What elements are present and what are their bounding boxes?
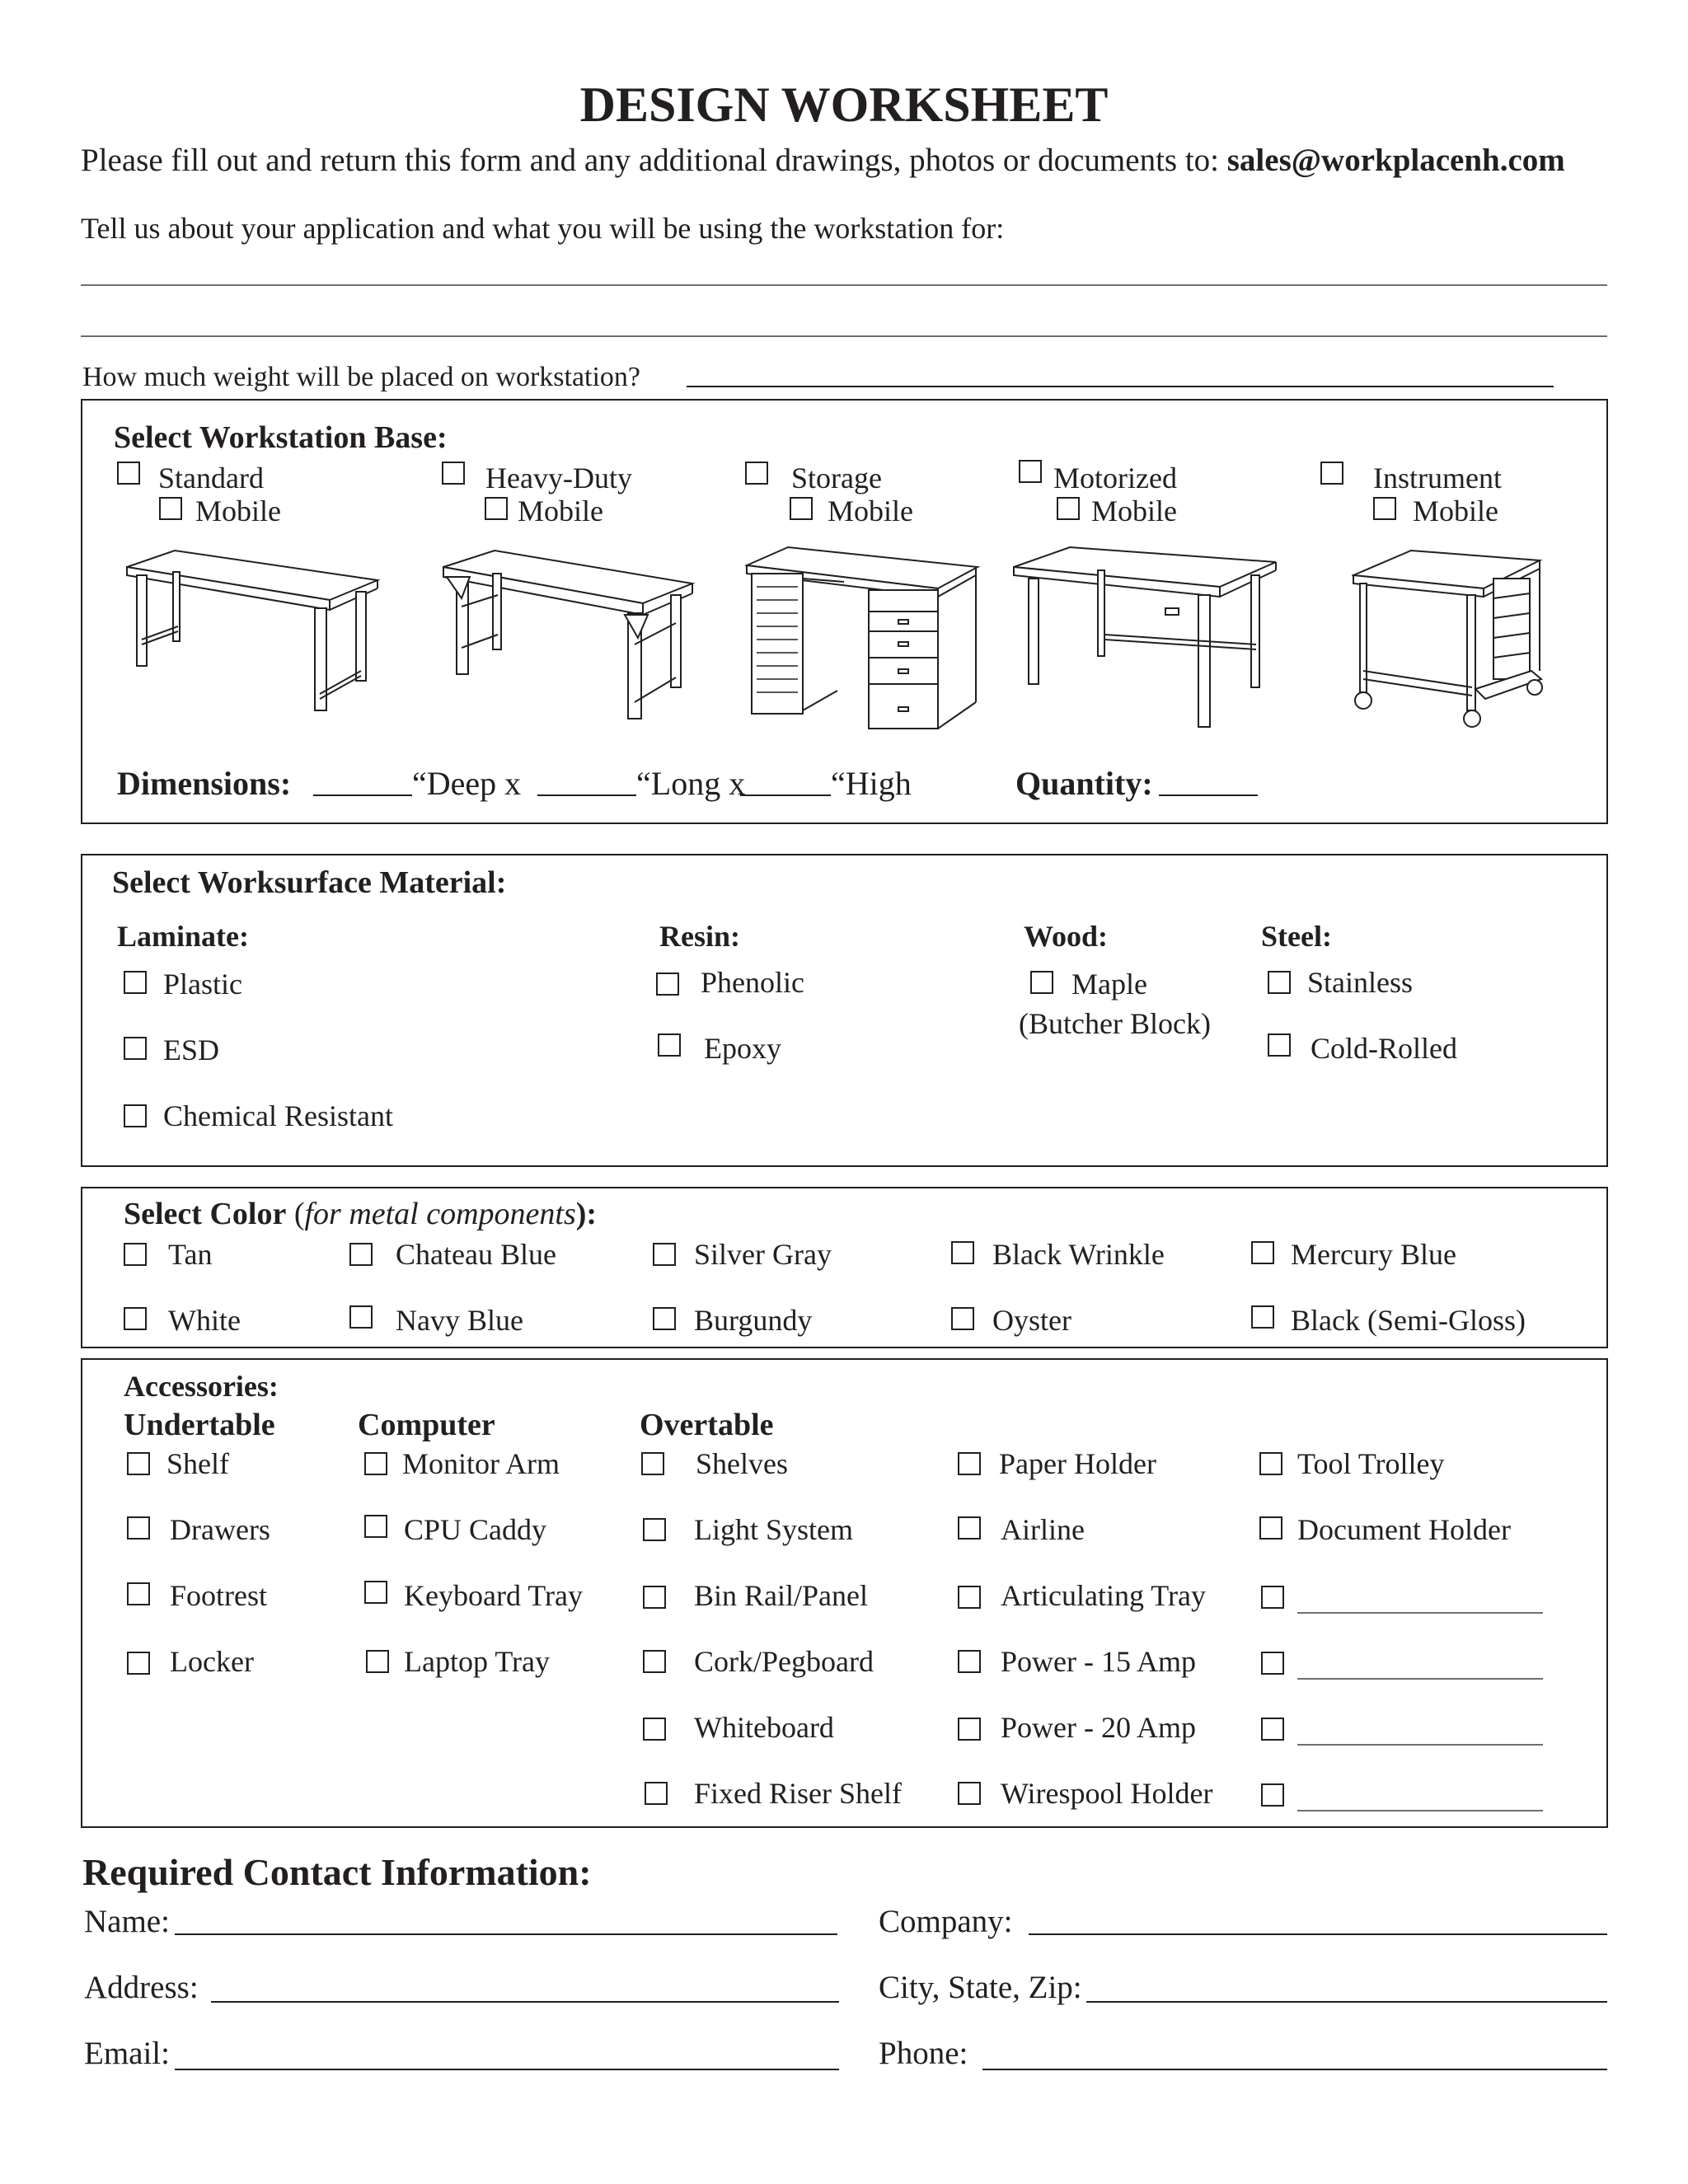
phenolic-label: Phenolic [701,966,804,999]
accessories-heading: Accessories: [124,1370,279,1403]
color-navy-blue-label: Navy Blue [396,1304,523,1337]
whiteboard-checkbox[interactable] [643,1718,666,1741]
power-15-amp-checkbox[interactable] [958,1650,981,1673]
drawers-checkbox[interactable] [127,1516,150,1540]
color-oyster-label: Oyster [992,1304,1071,1337]
wirespool-holder-label: Wirespool Holder [1001,1777,1213,1810]
length-input-line[interactable] [537,794,636,796]
storage-label: Storage [791,462,882,494]
heavy-duty-table-illustration [442,549,697,722]
epoxy-label: Epoxy [704,1032,781,1065]
instrument-mobile-label: Mobile [1413,494,1498,527]
stainless-label: Stainless [1307,966,1414,999]
color-tan-checkbox[interactable] [124,1243,147,1266]
company-label: Company: [879,1904,1013,1939]
application-prompt: Tell us about your application and what you will be using the workstation for: [81,212,1005,245]
paper-holder-label: Paper Holder [999,1447,1156,1480]
company-input-line[interactable] [1029,1933,1607,1935]
instrument-cart-illustration [1352,547,1543,729]
cork-pegboard-label: Cork/Pegboard [694,1645,874,1678]
page-title: DESIGN WORKSHEET [579,77,1109,132]
power-20-amp-label: Power - 20 Amp [1001,1711,1196,1744]
light-system-checkbox[interactable] [643,1518,666,1541]
standard-mobile-label: Mobile [195,494,281,527]
stainless-checkbox[interactable] [1268,971,1291,994]
other-accessory-4-input-line[interactable] [1297,1810,1543,1811]
color-burgundy-label: Burgundy [694,1304,813,1337]
heavy-duty-mobile-checkbox[interactable] [485,497,508,520]
airline-label: Airline [1001,1513,1085,1546]
weight-input-line[interactable] [687,386,1554,387]
color-heading [124,1195,597,1233]
heavy-duty-label: Heavy-Duty [485,462,632,494]
color-silver-gray-label: Silver Gray [694,1238,832,1271]
phone-label: Phone: [879,2036,968,2071]
address-input-line[interactable] [211,2001,839,2003]
cold-rolled-checkbox[interactable] [1268,1033,1291,1057]
whiteboard-label: Whiteboard [694,1711,834,1744]
name-input-line[interactable] [175,1933,837,1935]
color-black-semi-gloss-label: Black (Semi-Gloss) [1291,1304,1526,1337]
color-heading-text: Select Color [124,1197,287,1231]
overtable-heading: Overtable [640,1408,774,1442]
dimensions-label: Dimensions: [117,765,292,802]
color-mercury-blue-label: Mercury Blue [1291,1238,1456,1271]
color-chateau-blue-label: Chateau Blue [396,1238,556,1271]
power-15-amp-label: Power - 15 Amp [1001,1645,1196,1678]
city-state-zip-label: City, State, Zip: [879,1970,1082,2005]
chemical-resistant-checkbox[interactable] [124,1104,147,1127]
standard-mobile-checkbox[interactable] [159,497,182,520]
color-black-wrinkle-label: Black Wrinkle [992,1238,1165,1271]
airline-checkbox[interactable] [958,1516,981,1540]
color-silver-gray-checkbox[interactable] [653,1243,676,1266]
maple-checkbox[interactable] [1030,971,1053,994]
heavy-duty-checkbox[interactable] [442,462,465,485]
color-mercury-blue-checkbox[interactable] [1251,1241,1274,1264]
weight-prompt: How much weight will be placed on workstation? [82,362,641,392]
drawers-label: Drawers [170,1513,270,1546]
undertable-heading: Undertable [124,1408,275,1442]
sales-email-link[interactable]: sales@workplacenh.com [1226,143,1565,178]
depth-input-line[interactable] [313,794,412,796]
high-suffix: “High [831,765,912,802]
other-accessory-3-input-line[interactable] [1297,1744,1543,1746]
wood-heading: Wood: [1024,920,1109,953]
tool-trolley-label: Tool Trolley [1297,1447,1445,1480]
color-heading-italic: for metal components [304,1197,576,1231]
locker-label: Locker [170,1645,254,1678]
locker-checkbox[interactable] [127,1652,150,1675]
workstation-base-section [81,399,1608,824]
shelves-checkbox[interactable] [641,1452,664,1475]
quantity-label: Quantity: [1015,765,1153,802]
deep-suffix: “Deep x [412,765,522,802]
articulating-tray-label: Articulating Tray [1001,1579,1206,1612]
heavy-duty-mobile-label: Mobile [518,494,603,527]
intro-text [81,140,1565,181]
steel-heading: Steel: [1261,920,1332,953]
light-system-label: Light System [694,1513,854,1546]
laptop-tray-checkbox[interactable] [366,1650,389,1673]
bin-rail-panel-checkbox[interactable] [643,1586,666,1609]
keyboard-tray-checkbox[interactable] [364,1581,387,1604]
computer-heading: Computer [358,1408,495,1442]
intro-sentence: Please fill out and return this form and any additional drawings, photos or documents to: [81,143,1227,178]
storage-mobile-label: Mobile [828,494,913,527]
other-accessory-3-checkbox[interactable] [1261,1718,1284,1741]
storage-table-illustration [745,546,981,735]
storage-checkbox[interactable] [745,462,768,485]
shelf-label: Shelf [166,1447,229,1480]
color-white-checkbox[interactable] [124,1307,147,1330]
color-chateau-blue-checkbox[interactable] [349,1243,373,1266]
other-accessory-1-input-line[interactable] [1297,1612,1543,1614]
butcher-block-note: (Butcher Block) [1019,1007,1211,1040]
color-black-wrinkle-checkbox[interactable] [951,1241,974,1264]
address-label: Address: [84,1970,199,2005]
color-oyster-checkbox[interactable] [951,1307,974,1330]
application-line-2[interactable] [81,335,1607,337]
laptop-tray-label: Laptop Tray [404,1645,551,1678]
keyboard-tray-label: Keyboard Tray [404,1579,583,1612]
name-label: Name: [84,1904,170,1939]
worksurface-heading: Select Worksurface Material: [112,865,507,900]
motorized-mobile-label: Mobile [1091,494,1177,527]
footrest-checkbox[interactable] [127,1582,150,1605]
esd-checkbox[interactable] [124,1037,147,1060]
fixed-riser-shelf-checkbox[interactable] [645,1782,668,1805]
esd-label: ESD [163,1033,220,1066]
other-accessory-1-checkbox[interactable] [1261,1586,1284,1609]
cold-rolled-label: Cold-Rolled [1311,1032,1457,1065]
epoxy-checkbox[interactable] [658,1033,681,1057]
worksurface-section [81,854,1608,1167]
fixed-riser-shelf-label: Fixed Riser Shelf [694,1777,902,1810]
base-heading: Select Workstation Base: [114,420,448,455]
accessories-section [81,1358,1608,1828]
email-label: Email: [84,2036,170,2071]
plastic-label: Plastic [163,968,242,1001]
color-white-label: White [168,1304,241,1337]
bin-rail-panel-label: Bin Rail/Panel [694,1579,868,1612]
instrument-mobile-checkbox[interactable] [1373,497,1396,520]
resin-heading: Resin: [659,920,740,953]
instrument-checkbox[interactable] [1320,462,1343,485]
chemical-resistant-label: Chemical Resistant [163,1099,393,1132]
document-holder-checkbox[interactable] [1259,1516,1282,1540]
standard-label: Standard [158,462,264,494]
other-accessory-4-checkbox[interactable] [1261,1783,1284,1807]
motorized-mobile-checkbox[interactable] [1057,497,1080,520]
maple-label: Maple [1071,968,1147,1001]
color-tan-label: Tan [168,1238,213,1271]
plastic-checkbox[interactable] [124,971,147,994]
standard-checkbox[interactable] [117,462,140,485]
quantity-input-line[interactable] [1159,794,1258,796]
color-navy-blue-checkbox[interactable] [349,1305,373,1329]
phone-input-line[interactable] [982,2069,1607,2070]
color-section [81,1187,1608,1348]
instrument-label: Instrument [1373,462,1502,494]
long-suffix: “Long x [636,765,746,802]
motorized-table-illustration [1012,546,1279,730]
color-heading-paren-open: ( [286,1197,305,1231]
height-input-line[interactable] [740,794,831,796]
shelf-checkbox[interactable] [127,1452,150,1475]
phenolic-checkbox[interactable] [656,972,679,996]
power-20-amp-checkbox[interactable] [958,1718,981,1741]
monitor-arm-checkbox[interactable] [364,1452,387,1475]
color-heading-paren-close: ): [575,1197,598,1231]
email-input-line[interactable] [175,2069,839,2070]
city-state-zip-input-line[interactable] [1086,2001,1607,2003]
laminate-heading: Laminate: [117,920,249,953]
cpu-caddy-checkbox[interactable] [364,1515,387,1538]
storage-mobile-checkbox[interactable] [790,497,813,520]
motorized-checkbox[interactable] [1019,460,1042,483]
other-accessory-2-input-line[interactable] [1297,1678,1543,1680]
tool-trolley-checkbox[interactable] [1259,1452,1282,1475]
monitor-arm-label: Monitor Arm [402,1447,560,1480]
contact-heading: Required Contact Information: [82,1851,592,1893]
standard-table-illustration [125,549,381,714]
document-holder-label: Document Holder [1297,1513,1511,1546]
motorized-label: Motorized [1053,462,1177,494]
articulating-tray-checkbox[interactable] [958,1586,981,1609]
footrest-label: Footrest [170,1579,268,1612]
shelves-label: Shelves [696,1447,788,1480]
application-line-1[interactable] [81,284,1607,286]
paper-holder-checkbox[interactable] [958,1452,981,1475]
color-black-semi-gloss-checkbox[interactable] [1251,1305,1274,1329]
other-accessory-2-checkbox[interactable] [1261,1652,1284,1675]
color-burgundy-checkbox[interactable] [653,1307,676,1330]
cork-pegboard-checkbox[interactable] [643,1650,666,1673]
cpu-caddy-label: CPU Caddy [404,1513,547,1546]
wirespool-holder-checkbox[interactable] [958,1782,981,1805]
